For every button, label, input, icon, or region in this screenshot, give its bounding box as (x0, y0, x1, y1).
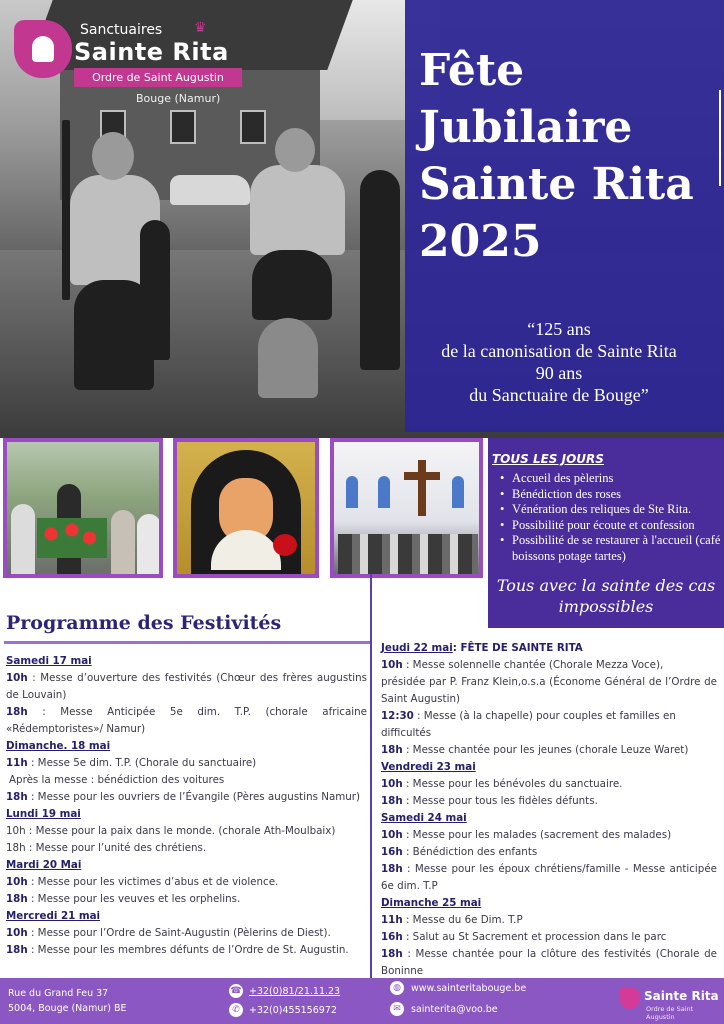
entry-text: : Messe (à la chapelle) pour couples et familles en difficultés (381, 710, 676, 739)
logo-ordre: Ordre de Saint Augustin (74, 68, 242, 87)
rita-logo-icon (620, 987, 640, 1009)
programme-right-column (381, 640, 717, 980)
program-entry (6, 789, 367, 806)
entry-time: 18h (381, 744, 403, 756)
chapel-window (346, 476, 358, 508)
program-entry (6, 891, 367, 908)
program-entry (6, 874, 367, 891)
entry-time: 18h (381, 795, 403, 807)
entry-time: 18h (6, 893, 28, 905)
program-entry (6, 925, 367, 942)
phone-icon: ☎ (230, 986, 242, 996)
entry-text: : Messe pour l’Ordre de Saint-Augustin (Pèlerins de Diest). (27, 927, 331, 939)
entry-time: 18h (6, 706, 28, 718)
entry-time: 10h (6, 876, 28, 888)
entry-time: 18h (6, 944, 28, 956)
globe-icon: ◍ (390, 981, 404, 995)
address-line: 5004, Bouge (Namur) BE (8, 1003, 127, 1014)
program-entry: présidée par P. Franz Klein,o.s.a (Économe Général de l’Ordre de Saint Augustin) (381, 676, 717, 705)
entry-time: 12:30 (381, 710, 414, 722)
whatsapp-number[interactable]: +32(0)455156972 (249, 1005, 337, 1016)
motto: Tous avec la sainte des cas impossibles (496, 576, 716, 616)
person-background (140, 220, 170, 360)
list-item: • Possibilité de se restaurer à l'accueil (café boissons potage tartes) (496, 533, 722, 564)
daily-title: TOUS LES JOURS (492, 452, 604, 466)
address-line: Rue du Grand Feu 37 (8, 988, 109, 999)
congregation (338, 534, 478, 578)
person-head (92, 132, 134, 180)
entry-time: 10h (381, 829, 403, 841)
entry-text: : Messe pour les bénévoles du sanctuaire. (402, 778, 623, 790)
quote-line: 90 ans (535, 363, 583, 383)
program-entry (381, 657, 717, 674)
photo-person (111, 510, 135, 574)
entry-text: : Messe d’ouverture des festivités (Chœur des frères augustins de Louvain) (6, 672, 367, 701)
entry-time: 16h (381, 931, 403, 943)
footer-logo-sub: Ordre de Saint Augustin (646, 1005, 694, 1021)
page-title: Fête Jubilaire Sainte Rita 2025 (419, 45, 694, 267)
photo-pilgrims (3, 438, 163, 578)
email-link[interactable]: sainterita@voo.be (411, 1004, 498, 1015)
entry-text: : Messe pour tous les fidèles défunts. (402, 795, 598, 807)
entry-text: : Messe pour les malades (sacrement des malades) (402, 829, 672, 841)
logo-sanctuaires: Sanctuaires (80, 22, 163, 38)
chapel-window (378, 476, 390, 508)
day-heading: Dimanche 25 mai (381, 897, 482, 909)
list-item: • Possibilité pour écoute et confession (496, 518, 722, 534)
day-heading: Lundi 19 mai (6, 808, 81, 820)
entry-time: 11h (6, 757, 28, 769)
entry-text: : Messe Anticipée 5e dim. T.P. (chorale africaine «Rédemptoristes»/ Namur) (6, 706, 367, 735)
cross-bar (404, 472, 440, 480)
logo-place: Bouge (Namur) (136, 92, 221, 105)
entry-text: : Messe pour les veuves et les orphelins. (27, 893, 241, 905)
title-divider (719, 90, 721, 186)
program-entry (381, 912, 717, 929)
entry-time: 18h (6, 791, 28, 803)
programme-rule (4, 641, 370, 644)
entry-time: 10h (6, 927, 28, 939)
program-entry (381, 844, 717, 861)
entry-text: : Bénédiction des enfants (402, 846, 538, 858)
program-entry (381, 946, 717, 980)
entry-text: : Messe solennelle chantée (Chorale Mezza Voce), (402, 659, 664, 671)
entry-text: : Messe 5e dim. T.P. (Chorale du sanctuaire) (27, 757, 257, 769)
program-entry (381, 776, 717, 793)
program-entry (381, 861, 717, 895)
program-entry (6, 704, 367, 738)
entry-text: : Messe pour les ouvriers de l’Évangile (Pères augustins Namur) (27, 791, 361, 803)
day-heading: Samedi 24 mai (381, 812, 467, 824)
day-heading: Mardi 20 Mai (6, 859, 82, 871)
photo-chapel (330, 438, 483, 578)
photo-saint-rita-icon (173, 438, 319, 578)
quote-line: du Sanctuaire de Bouge” (469, 385, 649, 405)
person-background (360, 170, 400, 370)
phone-link[interactable]: +32(0)81/21.11.23 (249, 986, 341, 997)
entry-text: : Messe pour les victimes d’abus et de violence. (27, 876, 279, 888)
chapel-window (452, 476, 464, 508)
entry-text: : Messe chantée pour la clôture des festivités (Chorale de Boninne (381, 948, 717, 977)
program-entry (6, 942, 367, 959)
daily-box (488, 438, 724, 628)
program-entry (381, 742, 717, 759)
entry-time: 11h (381, 914, 403, 926)
sanctuary-logo (8, 16, 243, 110)
car (170, 175, 250, 205)
day-heading: Vendredi 23 mai (381, 761, 476, 773)
program-entry (6, 670, 367, 704)
program-entry (381, 827, 717, 844)
day-date: Jeudi 22 mai (381, 642, 453, 654)
window (170, 110, 196, 144)
entry-time: 18h (381, 863, 403, 875)
person-torso (250, 165, 345, 255)
quote-line: “125 ans (527, 319, 591, 339)
entry-text: : Messe chantée pour les jeunes (chorale Leuze Waret) (402, 744, 689, 756)
mail-icon: ✉ (390, 1002, 404, 1016)
logo-name: Sainte Rita (74, 38, 229, 66)
address (8, 986, 127, 1016)
rose-icon (273, 534, 297, 556)
person-head (275, 128, 315, 172)
whatsapp-icon: ✆ (229, 1003, 243, 1017)
day-heading: Samedi 17 mai (6, 655, 92, 667)
programme-title: Programme des Festivités (6, 612, 282, 634)
entry-text: : Messe pour les époux chrétiens/famille - Messe anticipée 6e dim. T.P (381, 863, 717, 892)
rita-logo-icon (14, 20, 72, 78)
person-shorts (252, 250, 332, 320)
program-entry (6, 755, 367, 772)
entry-time: 10h (381, 659, 403, 671)
entry-time: 10h (381, 778, 403, 790)
quote-line: de la canonisation de Sainte Rita (441, 341, 677, 361)
entry-text: : Messe pour les membres défunts de l’Ordre de St. Augustin. (27, 944, 349, 956)
footer (0, 978, 724, 1024)
crown-icon: ♛ (194, 20, 207, 36)
rose-bed (37, 518, 107, 558)
list-item: • Vénération des reliques de Ste Rita. (496, 502, 722, 518)
website-link[interactable]: www.sainteritabouge.be (411, 983, 527, 994)
feast-label: : FÊTE DE SAINTE RITA (452, 642, 583, 654)
programme-left-column (6, 653, 367, 959)
footer-logo (620, 983, 720, 1019)
anniversary-quote (395, 318, 723, 406)
program-entry: 18h : Messe pour l’unité des chrétiens. (6, 842, 207, 854)
day-heading: Mercredi 21 mai (6, 910, 101, 922)
program-entry (381, 793, 717, 810)
entry-text: : Salut au St Sacrement et procession dans le parc (402, 931, 667, 943)
photo-person (137, 514, 161, 574)
day-heading: Dimanche. 18 mai (6, 740, 111, 752)
cross-icon (418, 460, 426, 516)
daily-list (496, 471, 722, 564)
entry-time: 16h (381, 846, 403, 858)
photo-person (11, 504, 35, 574)
footer-logo-name: Sainte Rita (644, 989, 719, 1003)
program-entry (381, 708, 717, 742)
column-divider (370, 574, 372, 978)
entry-time: 18h (381, 948, 403, 960)
day-heading (381, 640, 717, 657)
list-item: • Bénédiction des roses (496, 487, 722, 503)
entry-time: 10h (6, 672, 28, 684)
banner-pole (62, 120, 70, 300)
program-entry: Après la messe : bénédiction des voitures (9, 774, 225, 786)
entry-text: : Messe du 6e Dim. T.P (402, 914, 523, 926)
program-entry (381, 929, 717, 946)
window (240, 110, 266, 144)
list-item: • Accueil des pèlerins (496, 471, 722, 487)
program-entry: 10h : Messe pour la paix dans le monde. (chorale Ath-Moulbaix) (6, 825, 336, 837)
person-legs (258, 318, 318, 398)
